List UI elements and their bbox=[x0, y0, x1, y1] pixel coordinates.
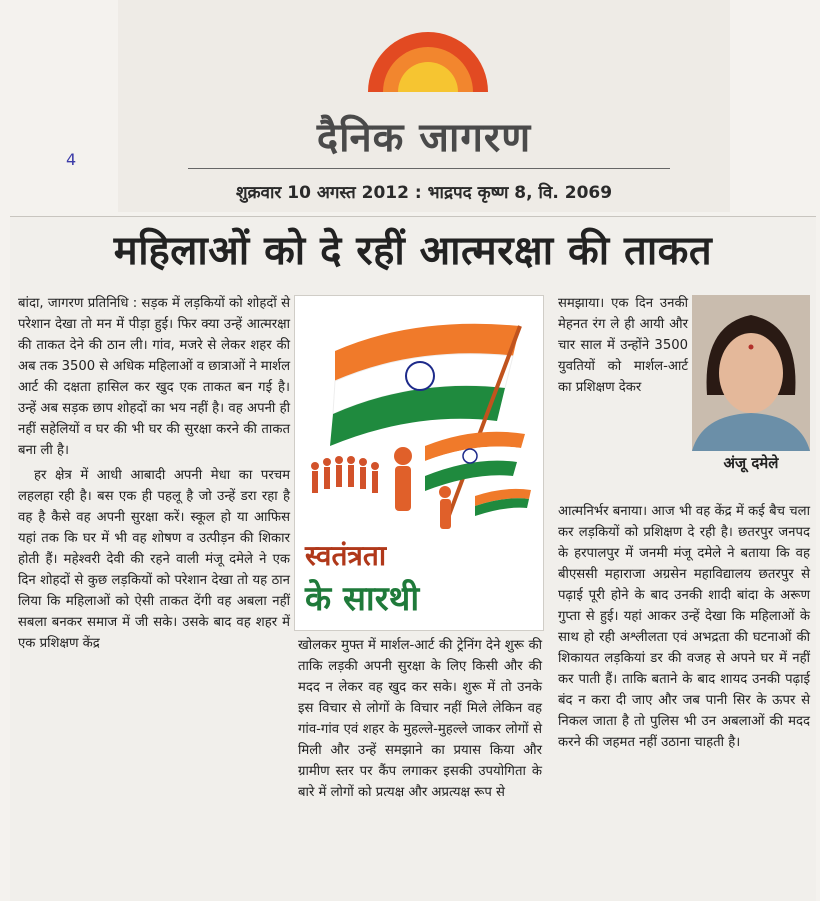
paragraph-1: बांदा, जागरण प्रतिनिधि : सड़क में लड़कियों को शोहदों से परेशान देखा तो मन में पीड़ा हुई। फिर क्या उन्हें आत्मरक्षा की ताकत देने की ठान ली। गांव, मजरे से लेकर शहर की अब तक 3500 से अधिक महिलाओं व छात्राओं ने मार्शल आर्ट की दक्षता हासिल कर खुद एक ताकत बन गई है। उन्हें अब सड़क छाप शोहदों का भय नहीं है। वह अपनी ही नहीं सहेलियों व घर की भी घर की सुरक्षा करने की ताकत बना ली है। bbox=[18, 296, 291, 458]
column-3-top bbox=[558, 293, 688, 398]
paragraph-3: खोलकर मुफ्त में मार्शल-आर्ट की ट्रेनिंग देने शुरू की ताकि लड़की अपनी सुरक्षा के लिए किसी और की मदद न लेकर वह खुद कर सके। शुरू में तो उनके इस विचार से लोगों के विचार नहीं मिले लेकिन वह गांव-गांव एवं शहर के मुहल्ले-मुहल्ले जाकर लोगों से मिली और उन्हें समझाने का प्रयास किया और ग्रामीण स्तर पर कैंप लगाकर इसकी उपयोगिता के बारे में लोगों को प्रत्यक्ष और अप्रत्यक्ष रूप से bbox=[298, 638, 542, 800]
graphic-title-line-1: स्वतंत्रता bbox=[305, 539, 387, 572]
margin-handwritten-mark: 4 bbox=[66, 150, 77, 169]
portrait-photo bbox=[692, 295, 810, 451]
headline: महिलाओं को दे रहीं आत्मरक्षा की ताकत bbox=[113, 228, 713, 274]
column-3 bbox=[558, 501, 810, 753]
dateline: शुक्रवार 10 अगस्त 2012 : भाद्रपद कृष्ण 8, वि. 2069 bbox=[235, 183, 613, 203]
sun-logo-icon bbox=[363, 14, 493, 94]
photo-caption: अंजू दमेले bbox=[723, 454, 779, 472]
flag-illustration bbox=[295, 296, 543, 536]
column-2 bbox=[298, 635, 542, 803]
paragraph-2: हर क्षेत्र में आधी आबादी अपनी मेधा का परचम लहलहा रही है। बस एक ही पहलू है जो उन्हें डरा रहा है वह है कैसे वह अपनी सुरक्षा करें। स्कूल हो या आफिस यहां तक कि घर में भी वह शोषण व उत्पीड़न की शिकार होती हैं। महेश्वरी देवी की रहने वाली मंजू दमेले ने एक दिन शोहदों से कुछ लड़कियों को परेशान देखा तो यह ठान लिया कि महिलाओं को ऐसी ताकत देंगी वह अबला नहीं सबला बनकर समाज में जी सके। उसके बाद वह शहर में एक प्रशिक्षण केंद्र bbox=[18, 468, 290, 651]
paragraph-4: समझाया। एक दिन उनकी मेहनत रंग ले ही आयी और चार साल में उन्होंने 3500 युवतियों को मार्शल-आर्ट का प्रशिक्षण देकर bbox=[558, 296, 688, 395]
graphic-title-line-2: के सारथी bbox=[305, 579, 420, 619]
independence-graphic bbox=[294, 295, 544, 631]
newspaper-name: दैनिक जागरण bbox=[316, 115, 532, 161]
paragraph-5: आत्मनिर्भर बनाया। आज भी वह केंद्र में कई बैच चला कर लड़कियों को प्रशिक्षण दे रही है। छतरपुर जनपद के हरपालपुर में जनमी मंजू दमेले ने बताया कि वह बीएससी महाराजा अग्रसेन महाविद्यालय छतरपुर से पढ़ाई पूरी होने के बाद उनकी शादी बांदा के अरूण गुप्ता से हुई। यहां आकर उन्हें देखा कि महिलाओं के साथ हो रही अश्लीलता एवं अभद्रता की घटनाओं की शिकायत लड़कियां डर की वजह से अपने घर में नहीं कर पाती हैं। ताकि बताने के बाद शायद उनकी पढ़ाई बंद न करा दी जाए और जब पानी सिर के ऊपर से निकल जाता है तो पुलिस भी उन अबलाओं की मदद करने की जहमत नहीं उठाना चाहती है। bbox=[558, 504, 810, 750]
news-clipping bbox=[10, 216, 816, 901]
masthead bbox=[118, 0, 730, 212]
column-1 bbox=[18, 293, 290, 654]
woman-portrait-icon bbox=[692, 295, 810, 451]
masthead-divider bbox=[188, 168, 670, 169]
